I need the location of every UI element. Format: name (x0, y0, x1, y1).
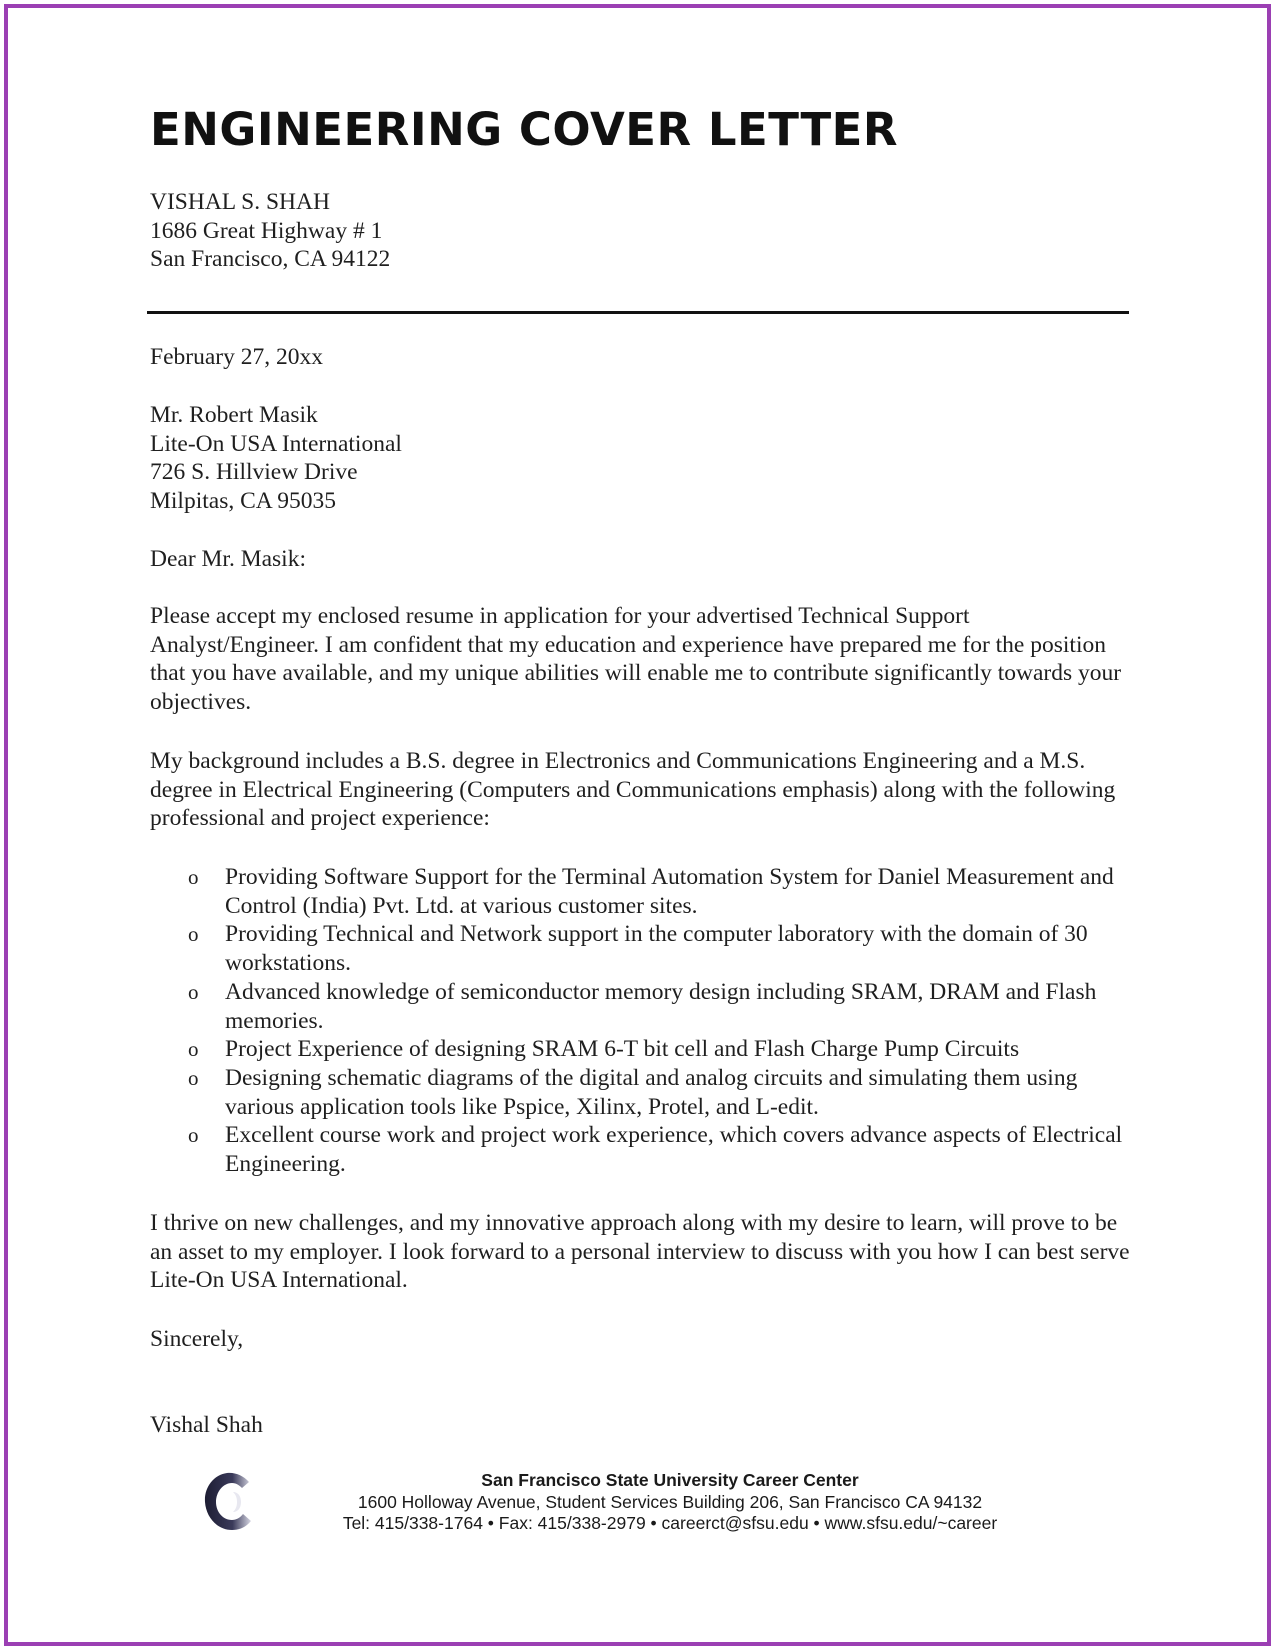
bullet-marker: o (188, 1123, 199, 1148)
sender-address (150, 188, 390, 274)
recipient-company: Lite-On USA International (150, 430, 402, 457)
list-item-text: Providing Technical and Network support in the computer laboratory with the domain of 30 workstations. (225, 921, 1088, 977)
signature-text: Vishal Shah (150, 1412, 263, 1438)
list-item (150, 1035, 1140, 1064)
sender-street: 1686 Great Highway # 1 (150, 217, 383, 244)
list-item (150, 1121, 1140, 1178)
header-divider (147, 311, 1129, 314)
bullet-marker: o (188, 1037, 199, 1062)
footer-text (265, 1470, 1075, 1535)
footer-address: 1600 Holloway Avenue, Student Services Building 206, San Francisco CA 94132 (357, 1491, 983, 1512)
recipient-city: Milpitas, CA 95035 (150, 488, 337, 515)
salutation (150, 545, 306, 574)
sfsu-c-logo-icon (203, 1472, 255, 1532)
date-text: February 27, 20xx (150, 344, 323, 370)
list-item-text: Advanced knowledge of semiconductor memory design including SRAM, DRAM and Flash memories. (225, 978, 1097, 1034)
experience-list (150, 863, 1140, 1179)
list-item-text: Excellent course work and project work experience, which covers advance aspects of Electrical Engineering. (225, 1122, 1123, 1178)
document-title: ENGINEERING COVER LETTER (150, 103, 899, 156)
list-item-text: Designing schematic diagrams of the digital and analog circuits and simulating them using various application tools like Pspice, Xilinx, Protel, and L-edit. (225, 1064, 1078, 1120)
closing-paragraph: I thrive on new challenges, and my innovative approach along with my desire to learn, will prove to be an asset to my employer. I look forward to a personal interview to discuss with you how I can best serve Lite-On USA International. (150, 1210, 1130, 1294)
list-item (150, 920, 1140, 977)
footer (195, 1470, 1075, 1550)
sender-city: San Francisco, CA 94122 (150, 246, 391, 273)
bullet-marker: o (188, 979, 199, 1004)
list-item (150, 1064, 1140, 1121)
bullet-marker: o (188, 865, 199, 889)
list-item-text: Project Experience of designing SRAM 6-T bit cell and Flash Charge Pump Circuits (225, 1036, 1020, 1063)
bullet-marker: o (188, 1065, 199, 1090)
letter-date (150, 343, 323, 372)
closing (150, 1325, 243, 1354)
signature (150, 1411, 263, 1440)
intro-paragraph: Please accept my enclosed resume in application for your advertised Technical Support Analyst/Engineer. I am confident that my education and experience have prepared me for the position that you have available, and my unique abilities will enable me to contribute significantly towards your objectives. (150, 603, 1122, 716)
footer-contact: Tel: 415/338-1764 • Fax: 415/338-2979 • careerct@sfsu.edu • www.sfsu.edu/~career (342, 1513, 998, 1533)
recipient-name: Mr. Robert Masik (150, 402, 318, 428)
bullet-marker: o (188, 922, 199, 947)
list-item-text: Providing Software Support for the Terminal Automation System for Daniel Measurement and Control (India) Pvt. Ltd. at various customer sites. (225, 864, 1114, 919)
background-paragraph: My background includes a B.S. degree in Electronics and Communications Engineering and a M.S. degree in Electrical Engineering (Computers and Communications emphasis) along with the following professional and project experience: (150, 748, 1116, 832)
recipient-street: 726 S. Hillview Drive (150, 459, 358, 486)
salutation-text: Dear Mr. Masik: (150, 546, 306, 572)
sender-name: VISHAL S. SHAH (150, 189, 330, 215)
closing-text: Sincerely, (150, 1326, 244, 1352)
list-item (150, 978, 1140, 1035)
list-item (150, 863, 1140, 920)
footer-org: San Francisco State University Career Center (481, 1470, 859, 1490)
recipient-address (150, 401, 402, 516)
